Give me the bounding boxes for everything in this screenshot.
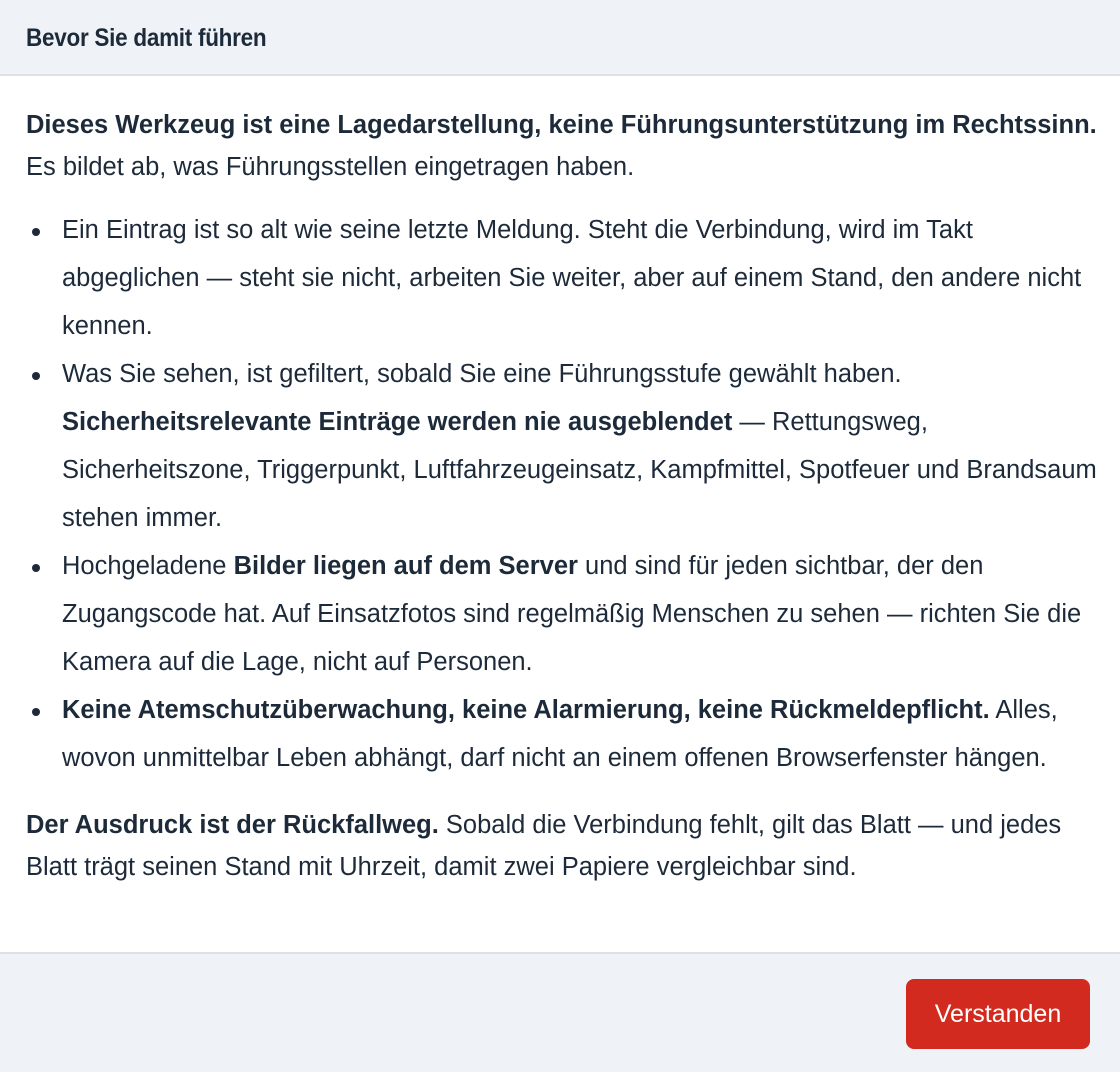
outro-text: Sobald die Verbindung fehlt, gilt das Blatt — und jedes Blatt trägt seinen Stand mit Uhrzeit, damit zwei Papiere vergleichbar sind. [26, 811, 1062, 881]
bullet-dot [32, 708, 40, 716]
list-item-text-after: — Rettungsweg, Sicherheitszone, Triggerpunkt, Luftfahrzeugeinsatz, Kampfmittel, Spotfeuer und Brandsaum stehen immer. [62, 408, 1097, 532]
list-item-bold: Sicherheitsrelevante Einträge werden nie ausgeblendet [62, 408, 733, 436]
list-item-text: Ein Eintrag ist so alt wie seine letzte Meldung. Steht die Verbindung, wird im Takt abgeglichen — steht sie nicht, arbeiten Sie weiter, aber auf einem Stand, den andere nicht kennen. [62, 216, 1082, 340]
bullet-dot [32, 372, 40, 380]
list-item-connection [62, 206, 1106, 350]
bullet-dot [32, 564, 40, 572]
list-item-filter [62, 350, 1106, 542]
dialog-header [0, 0, 1120, 76]
list-item-text-before: Hochgeladene [62, 552, 234, 580]
confirm-button[interactable]: Verstanden [906, 979, 1090, 1049]
intro-bold: Dieses Werkzeug ist eine Lagedarstellung, keine Führungsunterstützung im Rechtssinn. [26, 111, 1097, 139]
list-item-images [62, 542, 1106, 686]
outro-paragraph [26, 804, 1106, 888]
dialog-title: Bevor Sie damit führen [26, 24, 267, 52]
list-item-text-after: und sind für jeden sichtbar, der den Zugangscode hat. Auf Einsatzfotos sind regelmäßig Menschen zu sehen — richten Sie die Kamera auf die Lage, nicht auf Personen. [62, 552, 1082, 676]
dialog-body [26, 104, 1106, 888]
intro-paragraph [26, 104, 1106, 188]
list-item-bold: Keine Atemschutzüberwachung, keine Alarmierung, keine Rückmeldepflicht. [62, 696, 990, 724]
list-item-text-after: Alles, wovon unmittelbar Leben abhängt, darf nicht an einem offenen Browserfenster hängen. [62, 696, 1058, 772]
list-item-bold: Bilder liegen auf dem Server [233, 552, 578, 580]
notice-list [26, 206, 1106, 782]
bullet-dot [32, 228, 40, 236]
list-item-limits [62, 686, 1106, 782]
outro-bold: Der Ausdruck ist der Rückfallweg. [26, 811, 439, 839]
list-item-text-before: Was Sie sehen, ist gefiltert, sobald Sie eine Führungsstufe gewählt haben. [62, 360, 902, 388]
dialog-footer [0, 952, 1120, 1072]
intro-text: Es bildet ab, was Führungsstellen eingetragen haben. [26, 153, 635, 181]
